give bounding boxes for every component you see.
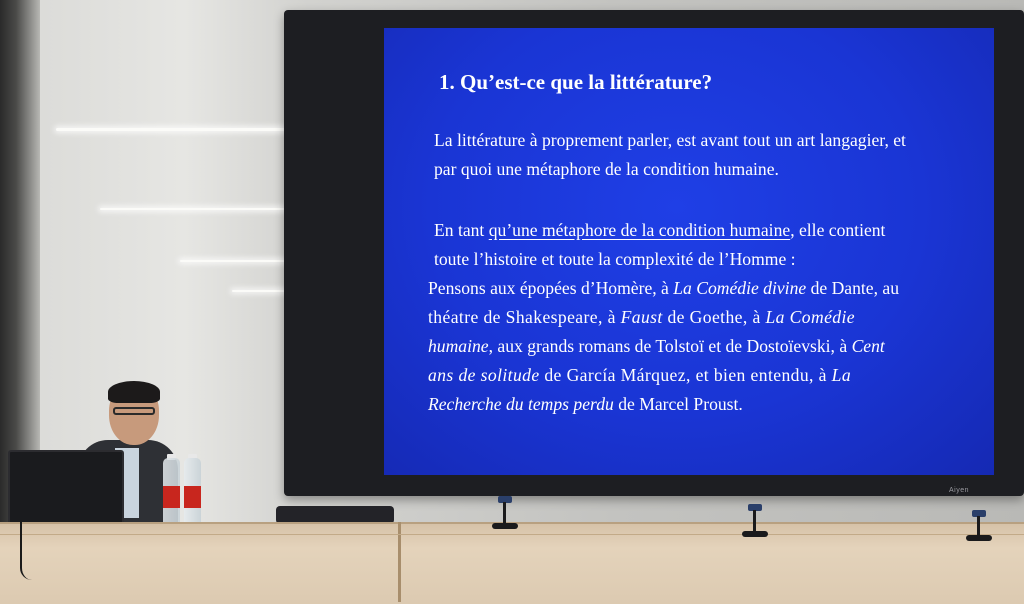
paragraph-line: [434, 216, 899, 245]
speaker-hair: [108, 381, 160, 403]
work-title: Faust: [620, 307, 663, 327]
paragraph-line: [428, 361, 899, 390]
work-title: humaine: [428, 336, 489, 356]
speaker-glasses: [113, 407, 155, 415]
presentation-slide: [384, 28, 994, 475]
work-title: La: [831, 365, 852, 385]
text-run: de Dante, au: [806, 278, 900, 298]
ceiling-light-strip: [56, 128, 296, 131]
ceiling-light-strip: [180, 260, 290, 262]
paragraph-line: [428, 303, 899, 332]
text-run: , aux grands romans de Tolstoï et de Dostoïevski, à: [488, 336, 852, 356]
slide-paragraph-1: [434, 126, 906, 184]
text-run: En tant: [434, 220, 489, 240]
microphone-base: [492, 523, 518, 529]
slide-paragraph-2: [428, 216, 900, 419]
microphone-stem: [503, 502, 506, 524]
desk-edge-line: [0, 534, 1024, 535]
bottle-label: [184, 486, 201, 508]
microphone-base: [742, 531, 768, 537]
work-title: Recherche du temps perdu: [428, 394, 614, 414]
text-run: de Marcel Proust.: [613, 394, 743, 414]
paragraph-line: par quoi une métaphore de la condition humaine.: [434, 159, 779, 179]
laptop: [8, 450, 124, 526]
text-run: Pensons aux épopées d’Homère, à: [428, 278, 674, 298]
display-brand-logo: Aiyen: [948, 487, 969, 494]
work-title: La Comédie: [765, 307, 856, 327]
paragraph-line: [428, 332, 899, 361]
ceiling-light-strip: [100, 208, 290, 210]
microphone-stem: [977, 516, 980, 536]
paragraph-line: [428, 390, 899, 419]
text-run: de García Márquez, et bien entendu, à: [539, 365, 832, 385]
underlined-phrase: qu’une métaphore de la condition humaine: [488, 220, 791, 240]
text-run: , elle contient: [790, 220, 886, 240]
paragraph-line: [428, 274, 899, 303]
paragraph-line: toute l’histoire et toute la complexité de l’Homme :: [434, 249, 796, 269]
work-title: Cent: [851, 336, 885, 356]
paragraph-line: La littérature à proprement parler, est avant tout un art langagier, et: [434, 130, 906, 150]
text-run: de Goethe, à: [662, 307, 766, 327]
cable: [20, 520, 46, 580]
microphone-stem: [753, 510, 756, 532]
microphone-base: [966, 535, 992, 541]
work-title: La Comédie divine: [673, 278, 807, 298]
work-title: ans de solitude: [428, 365, 540, 385]
ceiling-light-strip: [232, 290, 290, 292]
bottle-label: [163, 486, 180, 508]
text-run: théatre de Shakespeare, à: [428, 307, 621, 327]
slide-title: 1. Qu’est-ce que la littérature?: [439, 70, 713, 94]
